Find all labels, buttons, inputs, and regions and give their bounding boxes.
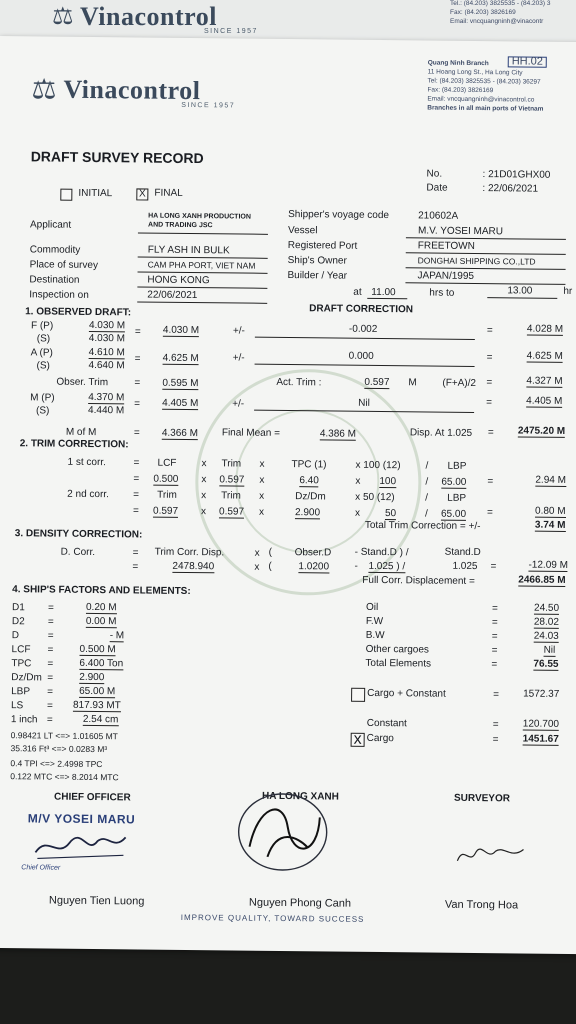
footer-slogan: IMPROVE QUALITY, TOWARD SUCCESS bbox=[180, 912, 365, 924]
final-label: FINAL bbox=[154, 187, 183, 199]
r2-dzdm: 2.900 bbox=[294, 507, 321, 519]
lbp-value: 65.00 M bbox=[79, 685, 116, 698]
vessel-value: M.V. YOSEI MARU bbox=[417, 225, 504, 238]
hrs-to-label: hrs to bbox=[429, 287, 455, 299]
mofm-value: 4.366 M bbox=[161, 427, 199, 440]
disp-label: Disp. At 1.025 bbox=[409, 427, 473, 439]
final-mean-value: 4.386 M bbox=[319, 428, 357, 440]
bw-value: 24.03 bbox=[533, 630, 559, 642]
date-label: Date bbox=[426, 182, 448, 194]
applicant-value-2: AND TRADING JSC bbox=[147, 221, 213, 230]
applicant-value-1: HA LONG XANH PRODUCTION bbox=[148, 212, 251, 221]
port-value: FREETOWN bbox=[417, 240, 475, 252]
halong-xanh-label: HA LONG XANH bbox=[261, 790, 339, 803]
observed-draft-title: 1. OBSERVED DRAFT: bbox=[25, 306, 132, 319]
dzdm-value: 2.900 bbox=[79, 671, 105, 684]
full-corr-value: 2466.85 M bbox=[518, 574, 566, 586]
tpc-value: 6.400 Ton bbox=[79, 657, 124, 670]
port-label: Registered Port bbox=[287, 240, 358, 252]
record-code-stamp: HH.02 bbox=[508, 56, 547, 67]
as-value: 4.640 M bbox=[88, 359, 125, 372]
vessel-stamp: M/V YOSEI MARU bbox=[27, 811, 136, 827]
r2-a: 0.597 bbox=[152, 505, 179, 517]
f-mean: 4.030 M bbox=[162, 324, 200, 337]
branches-note: Branches in all main ports of Vietnam bbox=[427, 104, 544, 113]
scales-logo-icon: ⚖ bbox=[52, 3, 74, 30]
total-trim-value: 3.74 M bbox=[534, 519, 566, 531]
fs-value: 4.030 M bbox=[88, 332, 126, 345]
owner-value: DONGHAI SHIPPING CO.,LTD bbox=[417, 255, 536, 267]
destination-label: Destination bbox=[29, 274, 80, 286]
place-value: CAM PHA PORT, VIET NAM bbox=[147, 259, 256, 271]
no-value: : 21D01GHX00 bbox=[482, 169, 551, 181]
inspection-value: 22/06/2021 bbox=[147, 289, 198, 302]
obs-trim-label: Obser. Trim bbox=[56, 376, 109, 389]
tcd-label: Trim Corr. Disp. bbox=[154, 546, 225, 559]
back-logo: Vinacontrol bbox=[80, 2, 217, 31]
conv-4: 0.122 MTC <=> 8.2014 MTC bbox=[10, 771, 119, 783]
a-mean: 4.625 M bbox=[162, 352, 199, 365]
m-correction: Nil bbox=[358, 397, 370, 409]
halong-seal-icon bbox=[227, 786, 338, 877]
density-result: -12.09 M bbox=[528, 559, 569, 571]
fp-label: F (P) bbox=[30, 320, 54, 332]
r1-result: 2.94 M bbox=[535, 474, 567, 486]
std-label: Stand.D bbox=[444, 546, 481, 559]
commodity-value: FLY ASH IN BULK bbox=[147, 244, 230, 257]
conv-1: 0.98421 LT <=> 1.01605 MT bbox=[10, 730, 118, 742]
d1-value: 0.20 M bbox=[85, 601, 117, 614]
builder-label: Builder / Year bbox=[287, 270, 348, 282]
mp-label: M (P) bbox=[30, 392, 55, 404]
vessel-label: Vessel bbox=[287, 225, 318, 237]
d2-value: 0.00 M bbox=[85, 615, 117, 628]
r1-tpc: 6.40 bbox=[299, 475, 319, 487]
obs-d-label: Obser.D bbox=[294, 547, 332, 559]
surveyor-name: Van Trong Hoa bbox=[444, 898, 519, 912]
branch-address: 11 Hoang Long St., Ha Long City bbox=[427, 68, 523, 77]
r2-lbp: 65.00 bbox=[440, 508, 467, 520]
stand-label: - Stand.D ) / bbox=[354, 546, 409, 559]
inch-value: 2.54 cm bbox=[82, 713, 119, 726]
oil-value: 24.50 bbox=[533, 602, 560, 614]
disp-value: 2475.20 M bbox=[517, 425, 566, 437]
surveyor-signature bbox=[451, 841, 531, 872]
cargo-constant-checkbox[interactable] bbox=[351, 688, 365, 702]
ls-value: 817.93 MT bbox=[72, 699, 121, 712]
stand-d-value: 1.025 ) / bbox=[368, 560, 406, 573]
d-value: - M bbox=[109, 630, 125, 642]
constant-label: Constant bbox=[366, 717, 407, 730]
chief-officer-stamp: Chief Officer bbox=[21, 864, 61, 872]
company-logo: Vinacontrol bbox=[63, 74, 201, 106]
conv-2: 35.316 Ft³ <=> 0.0283 M³ bbox=[10, 743, 108, 755]
back-tel: Tel.: (84.203) 3825535 - (84.203) 3 bbox=[450, 0, 551, 7]
ms-label: (S) bbox=[36, 405, 50, 417]
hr-label: hr bbox=[563, 285, 573, 298]
ap-value: 4.610 M bbox=[88, 346, 125, 359]
r1-lbp: 65.00 bbox=[441, 476, 467, 488]
std-value: 1.025 bbox=[452, 560, 478, 573]
full-corr-label: Full Corr. Displacement = bbox=[362, 574, 475, 588]
act-trim-value: 0.597 bbox=[364, 376, 390, 389]
cargo-constant-label: Cargo + Constant bbox=[367, 687, 446, 700]
as-label: (S) bbox=[36, 360, 50, 372]
mofm-label: M of M bbox=[65, 426, 97, 439]
draft-correction-title: DRAFT CORRECTION bbox=[309, 303, 414, 316]
chief-name: Nguyen Tien Luong bbox=[48, 894, 145, 908]
halong-name: Nguyen Phong Canh bbox=[248, 896, 352, 910]
final-checkbox[interactable] bbox=[136, 188, 148, 200]
ap-label: A (P) bbox=[30, 347, 53, 359]
ships-factors-title: 4. SHIP'S FACTORS AND ELEMENTS: bbox=[12, 584, 191, 598]
f-correction: -0.002 bbox=[348, 323, 378, 335]
final-mean-label: Final Mean = bbox=[221, 427, 281, 439]
at-label: at bbox=[353, 286, 362, 298]
density-correction-title: 3. DENSITY CORRECTION: bbox=[14, 528, 143, 541]
r2-50: 50 bbox=[384, 508, 397, 520]
r1-trim: 0.597 bbox=[219, 474, 245, 486]
draft-survey-sheet: ⚖ Vinacontrol SINCE 1957 Quang Ninh Branch HH.02 11 Hoang Long St., Ha Long City Tel: (84.203) 3825535 - (84.203) 36297 Fax: (84.203) 3826169 Email: vncquangninh@vinacontrol.co Branches in all main ports of Vietnam DRAFT SURVEY RECORD No. : 21D01GHX00 Date : 22/06/2021 INITIAL X FINAL Applicant HA LONG XANH PRODUCTION AND TRADING JSC Commodity FLY ASH IN BULK Place of survey CAM PHA PORT, VIET NAM Destination HONG KONG Inspection on 22/06/2021 Shipper's voyage code 210602A Vessel M.V. YOSEI MARU Registered Port FREETOWN Ship's Owner DONGHAI SHIPPING CO.,LTD Builder / Year JAPAN/1995 at 11.00 hrs to 13.00 hr 1. OBSERVED DRAFT: DRAFT CORRECTION F (P) (S) 4.030 M 4.030 M = 4.030 M +/- -0.002 = 4.028 M A (P) (S) 4.610 M 4.640 M = 4.625 M +/- 0.000 = 4.625 M Obser. Trim = 0.595 M Act. Trim : 0.597 M (F+A)/2 = 4.327 M M (P) (S) 4.370 M 4.440 M = 4.405 M +/- Nil = 4.405 M M of M = 4.366 M Final Mean = 4.386 M Disp. At 1.025 = 2475.20 M 2. TRIM CORRECTION: 1 st corr. = LCF x Trim x TPC (1) x 100 (12) / LBP = 0.500 x 0.597 x 6.40 x 100 / 65.00 = 2.94 M 2 nd corr. = Trim x Trim x Dz/Dm x 50 (12) / LBP = 0.597 x 0.597 x 2.900 x 50 / 65.00 = 0.80 M Total Trim Correction = +/- 3.74 M 3. DENSITY CORRECTION: D. Corr. = Trim Corr. Disp. x ( Obser.D - Stand.D ) / Stand.D = 2478.940 x ( 1.0200 - 1.025 ) / 1.025 = -12.09 M Full Corr. Displacement = 2466.85 M 4. SHIP'S FACTORS AND ELEMENTS: D1 = 0.20 M D2 = 0.00 M D = - M LCF = 0.500 M TPC = 6.400 Ton Dz/Dm = 2.900 LBP = 65.00 M LS = 817.93 MT 1 inch = 2.54 cm 0.98421 LT <=> 1.01605 MT 35.316 Ft³ <=> 0.0283 M³ 0.4 TPI <=> 2.4998 TPC 0.122 MTC <=> 8.2014 MTC Oil = 24.50 F.W = 28.02 B.W = 24.03 Other cargoes = Nil Total Elements = 76.55 Cargo + Constant = 1572.37 Constant = 120.700 x Cargo = 1451.67 CHIEF OFFICER M/V YOSEI MARU Chief Officer HA LONG XANH SURVEYOR Nguyen Tien Luong Nguyen Phong Canh Van Trong Hoa IMPROVE QUALITY, TOWARD SUCCESS bbox=[0, 36, 576, 954]
date-value: : 22/06/2021 bbox=[482, 183, 539, 195]
record-title: DRAFT SURVEY RECORD bbox=[30, 148, 204, 167]
ms-value: 4.440 M bbox=[88, 404, 125, 417]
scales-logo-icon: ⚖ bbox=[31, 73, 57, 105]
fw-value: 28.02 bbox=[533, 616, 559, 628]
constant-value: 120.700 bbox=[522, 718, 560, 730]
cargo-value: 1451.67 bbox=[522, 733, 559, 745]
a-correction: 0.000 bbox=[348, 350, 374, 362]
fp-value: 4.030 M bbox=[88, 319, 126, 332]
fs-label: (S) bbox=[36, 333, 51, 345]
time-from: 11.00 bbox=[371, 286, 396, 299]
obs-trim-value: 0.595 M bbox=[162, 377, 199, 390]
owner-label: Ship's Owner bbox=[287, 255, 347, 267]
fa2-label: (F+A)/2 bbox=[442, 377, 477, 390]
voyage-value: 210602A bbox=[418, 210, 459, 222]
builder-value: JAPAN/1995 bbox=[417, 270, 475, 282]
r1-100: 100 bbox=[379, 475, 397, 488]
act-trim-unit: M bbox=[408, 377, 417, 389]
total-trim-label: Total Trim Correction = +/- bbox=[364, 519, 481, 533]
fa2-value: 4.327 M bbox=[526, 375, 563, 387]
branch-fax: Fax: (84.203) 3826169 bbox=[427, 86, 494, 95]
r2-b: 0.597 bbox=[218, 506, 245, 518]
time-to: 13.00 bbox=[507, 285, 533, 297]
cargo-label: Cargo bbox=[366, 732, 394, 745]
inspection-label: Inspection on bbox=[29, 289, 89, 301]
mp-value: 4.370 M bbox=[88, 391, 125, 404]
first-corr-label: 1 st corr. bbox=[67, 456, 106, 469]
cargo-check-mark: x bbox=[353, 730, 362, 748]
obs-d-value: 1.0200 bbox=[298, 561, 330, 573]
lcf-value: 0.500 M bbox=[79, 643, 116, 656]
branch-name: Quang Ninh Branch bbox=[427, 59, 489, 68]
destination-value: HONG KONG bbox=[147, 274, 210, 287]
surveyor-label: SURVEYOR bbox=[453, 792, 511, 805]
applicant-label: Applicant bbox=[29, 219, 72, 231]
cargo-checkbox[interactable] bbox=[351, 730, 365, 748]
since-text: SINCE 1957 bbox=[181, 101, 236, 110]
voyage-label: Shipper's voyage code bbox=[288, 209, 390, 222]
second-corr-label: 2 nd corr. bbox=[67, 488, 109, 501]
commodity-label: Commodity bbox=[29, 244, 81, 256]
total-elements-value: 76.55 bbox=[533, 658, 559, 670]
final-check-mark: X bbox=[138, 188, 146, 200]
r2-result: 0.80 M bbox=[534, 505, 566, 517]
a-final: 4.625 M bbox=[526, 350, 563, 362]
dcorr-label: D. Corr. bbox=[60, 546, 96, 559]
back-since: SINCE 1957 bbox=[204, 28, 258, 35]
f-final: 4.028 M bbox=[526, 323, 564, 335]
back-email: Email: vncquangninh@vinacontr bbox=[450, 18, 544, 25]
m-mean: 4.405 M bbox=[162, 397, 199, 410]
branch-email: Email: vncquangninh@vinacontrol.co bbox=[427, 95, 535, 104]
cargo-constant-value: 1572.37 bbox=[523, 688, 560, 700]
conv-3: 0.4 TPI <=> 2.4998 TPC bbox=[10, 758, 103, 770]
trim-correction-title: 2. TRIM CORRECTION: bbox=[19, 438, 129, 451]
tcd-value: 2478.940 bbox=[172, 560, 215, 573]
no-label: No. bbox=[426, 168, 443, 180]
r1-lcf: 0.500 bbox=[153, 473, 179, 485]
other-value: Nil bbox=[543, 644, 556, 656]
place-label: Place of survey bbox=[29, 259, 99, 272]
initial-checkbox[interactable] bbox=[60, 189, 72, 201]
chief-signature bbox=[27, 824, 137, 865]
chief-officer-label: CHIEF OFFICER bbox=[53, 791, 131, 804]
branch-tel: Tel: (84.203) 3825535 - (84.203) 36297 bbox=[427, 77, 541, 86]
back-fax: Fax: (84.203) 3826169 bbox=[450, 9, 516, 16]
act-trim-label: Act. Trim : bbox=[276, 376, 322, 389]
m-final: 4.405 M bbox=[526, 395, 563, 407]
initial-label: INITIAL bbox=[78, 187, 113, 200]
